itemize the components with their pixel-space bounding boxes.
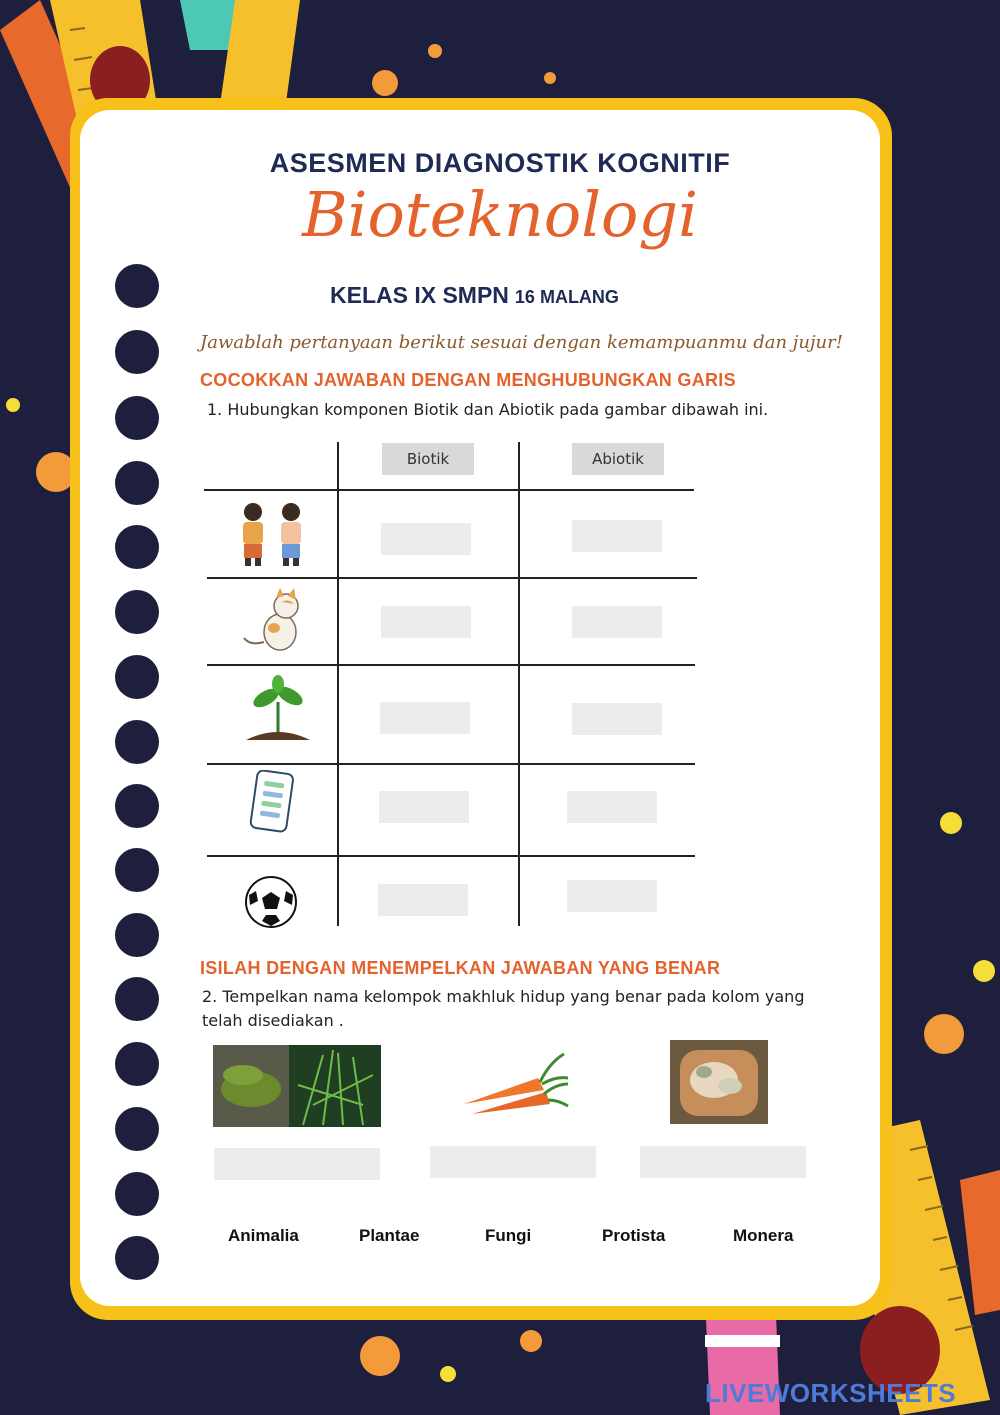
question-2-line1: 2. Tempelkan nama kelompok makhluk hidup yang benar pada kolom yang bbox=[202, 987, 805, 1006]
phone-icon bbox=[248, 770, 298, 834]
drop-zone-abiotik-3[interactable] bbox=[572, 703, 662, 735]
table-divider bbox=[207, 577, 697, 579]
binder-hole bbox=[115, 396, 159, 440]
binder-hole bbox=[115, 977, 159, 1021]
cat-icon bbox=[238, 588, 308, 652]
decor-dot bbox=[6, 398, 20, 412]
decor-dot bbox=[520, 1330, 542, 1352]
table-divider bbox=[207, 855, 695, 857]
binder-hole bbox=[115, 461, 159, 505]
decor-dot bbox=[360, 1336, 400, 1376]
table-divider bbox=[518, 442, 520, 926]
decor-dot bbox=[440, 1366, 456, 1382]
page-subtitle: Bioteknologi bbox=[302, 178, 698, 251]
section2-heading: ISILAH DENGAN MENEMPELKAN JAWABAN YANG BENAR bbox=[200, 958, 721, 978]
decor-dot bbox=[924, 1014, 964, 1054]
column-header-biotik: Biotik bbox=[382, 443, 474, 475]
decor-dot bbox=[372, 70, 398, 96]
binder-hole bbox=[115, 525, 159, 569]
option-fungi[interactable]: Fungi bbox=[485, 1226, 532, 1245]
drop-zone-bread[interactable] bbox=[640, 1146, 806, 1178]
option-protista[interactable]: Protista bbox=[602, 1226, 666, 1245]
drop-zone-biotik-1[interactable] bbox=[381, 523, 471, 555]
liveworksheets-logo[interactable]: LIVEWORKSHEETS bbox=[705, 1378, 957, 1408]
question-2-line2: telah disediakan . bbox=[202, 1011, 344, 1030]
drop-zone-biotik-5[interactable] bbox=[378, 884, 468, 916]
class-text: KELAS IX SMPN bbox=[330, 282, 509, 308]
question-1: 1. Hubungkan komponen Biotik dan Abiotik pada gambar dibawah ini. bbox=[207, 400, 769, 419]
algae-image bbox=[213, 1045, 381, 1127]
binder-hole bbox=[115, 330, 159, 374]
binder-hole bbox=[115, 1107, 159, 1151]
class-label bbox=[330, 282, 619, 309]
decor-dot bbox=[973, 960, 995, 982]
decor-dot bbox=[428, 44, 442, 58]
table-divider bbox=[337, 442, 339, 926]
page-title: ASESMEN DIAGNOSTIK KOGNITIF bbox=[269, 148, 731, 178]
binder-hole bbox=[115, 590, 159, 634]
drop-zone-biotik-4[interactable] bbox=[379, 791, 469, 823]
option-plantae[interactable]: Plantae bbox=[359, 1226, 420, 1245]
carrot-image bbox=[458, 1048, 570, 1120]
drop-zone-abiotik-5[interactable] bbox=[567, 880, 657, 912]
binder-hole bbox=[115, 784, 159, 828]
binder-hole bbox=[115, 264, 159, 308]
section1-heading: COCOKKAN JAWABAN DENGAN MENGHUBUNGKAN GARIS bbox=[200, 370, 736, 390]
drop-zone-carrot[interactable] bbox=[430, 1146, 596, 1178]
table-divider bbox=[207, 763, 695, 765]
drop-zone-biotik-3[interactable] bbox=[380, 702, 470, 734]
binder-hole bbox=[115, 655, 159, 699]
moldy-bread-image bbox=[670, 1040, 768, 1124]
drop-zone-abiotik-1[interactable] bbox=[572, 520, 662, 552]
soccer-ball-icon bbox=[244, 875, 298, 929]
plant-icon bbox=[244, 674, 312, 744]
table-divider bbox=[204, 489, 694, 491]
binder-hole bbox=[115, 1172, 159, 1216]
binder-hole bbox=[115, 1236, 159, 1280]
drop-zone-abiotik-4[interactable] bbox=[567, 791, 657, 823]
question-2 bbox=[202, 985, 804, 1033]
option-animalia[interactable]: Animalia bbox=[228, 1226, 299, 1245]
binder-hole bbox=[115, 848, 159, 892]
decor-dot bbox=[940, 812, 962, 834]
instruction-text: Jawablah pertanyaan berikut sesuai dengan kemampuanmu dan jujur! bbox=[200, 332, 843, 353]
option-monera[interactable]: Monera bbox=[733, 1226, 794, 1245]
decor-dot bbox=[544, 72, 556, 84]
binder-hole bbox=[115, 720, 159, 764]
school-number: 16 MALANG bbox=[514, 287, 619, 307]
drop-zone-abiotik-2[interactable] bbox=[572, 606, 662, 638]
people-icon bbox=[233, 500, 313, 568]
binder-hole bbox=[115, 1042, 159, 1086]
drop-zone-biotik-2[interactable] bbox=[381, 606, 471, 638]
binder-hole bbox=[115, 913, 159, 957]
column-header-abiotik: Abiotik bbox=[572, 443, 664, 475]
table-divider bbox=[207, 664, 695, 666]
drop-zone-algae[interactable] bbox=[214, 1148, 380, 1180]
